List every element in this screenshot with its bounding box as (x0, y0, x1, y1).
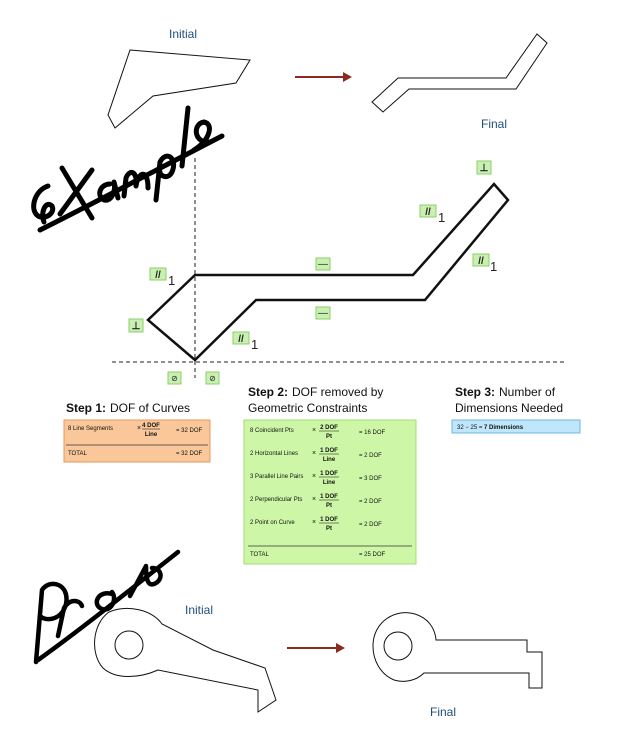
handwritten-prob-logo (36, 552, 178, 662)
point-on-curve-badge-2 (206, 372, 219, 384)
step2-heading-line2: Geometric Constraints (248, 401, 368, 415)
svg-text:1: 1 (438, 210, 446, 225)
step3-result-box (452, 420, 580, 433)
svg-text:8 Line Segments: 8 Line Segments (68, 426, 114, 432)
svg-text:TOTAL: TOTAL (68, 451, 87, 457)
svg-text:4 DOF: 4 DOF (142, 423, 160, 429)
step2-row-result: = 2 DOF (359, 522, 382, 528)
bottom-initial-shape (95, 608, 276, 712)
svg-text:1: 1 (490, 259, 498, 274)
step2-row-denominator: Pt (326, 526, 332, 532)
top-final-label: Final (480, 117, 508, 131)
svg-text:⊥: ⊥ (131, 321, 141, 332)
svg-text:⊘: ⊘ (171, 374, 178, 383)
step3-heading: Step 3: Number of (455, 385, 556, 399)
step2-row-times: × (312, 496, 317, 503)
svg-text:= 32 DOF: = 32 DOF (176, 451, 203, 457)
svg-text:1: 1 (251, 337, 259, 352)
top-final-shape (372, 34, 547, 112)
perpendicular-badge-top-right (477, 161, 491, 174)
parallel-badge-lower (233, 332, 258, 352)
step2-row-result: = 16 DOF (359, 430, 386, 436)
parallel-badge-left (150, 268, 175, 288)
step2-row-result: = 3 DOF (359, 476, 382, 482)
step2-heading: Step 2: DOF removed by (248, 385, 384, 399)
svg-text://: // (155, 270, 161, 281)
step2-row-label: 2 Perpendicular Pts (250, 497, 303, 503)
svg-text:1: 1 (168, 273, 176, 288)
parallel-badge-right (473, 254, 497, 274)
parallel-badge-top-right (420, 205, 445, 225)
horizontal-badge-top (316, 258, 330, 270)
step2-row-numerator: 1 DOF (320, 471, 338, 477)
svg-text:32 − 25 = 7 Dimensions: 32 − 25 = 7 Dimensions (457, 425, 524, 431)
svg-text:⊘: ⊘ (209, 374, 216, 383)
top-arrow (295, 72, 352, 82)
step1-table (64, 420, 210, 462)
step2-row-times: × (312, 473, 317, 480)
constrained-profile (148, 184, 508, 360)
bottom-initial-label: Initial (184, 603, 214, 617)
step2-row-times: × (312, 519, 317, 526)
step2-row-label: 2 Horizontal Lines (250, 451, 299, 457)
step2-row-times: × (312, 450, 317, 457)
step2-row-denominator: Pt (326, 434, 332, 440)
step2-row-denominator: Line (322, 480, 336, 486)
step2-table (244, 420, 416, 564)
step2-row-numerator: 1 DOF (320, 494, 338, 500)
bottom-final-shape (373, 613, 542, 688)
step2-row-result: = 2 DOF (359, 453, 382, 459)
step2-row-result: = 2 DOF (359, 499, 382, 505)
svg-text:—: — (318, 259, 328, 270)
svg-text:= 32 DOF: = 32 DOF (176, 428, 203, 434)
svg-text:×: × (137, 425, 142, 432)
bottom-arrow (287, 643, 345, 653)
step3-heading-line2: Dimensions Needed (455, 401, 564, 415)
step2-row-numerator: 1 DOF (320, 517, 338, 523)
svg-text:—: — (318, 308, 328, 319)
svg-text://: // (478, 256, 484, 267)
step2-row-denominator: Pt (326, 503, 332, 509)
top-initial-shape (108, 50, 250, 128)
step2-row-times: × (312, 427, 317, 434)
horizontal-badge-bottom (316, 307, 330, 319)
point-on-curve-badge-1 (168, 372, 181, 384)
step2-total-result: = 25 DOF (359, 552, 386, 558)
step2-row-label: 8 Coincident Pts (250, 428, 294, 434)
perpendicular-badge-left (129, 319, 143, 332)
step1-heading: Step 1: DOF of Curves (66, 401, 191, 415)
bottom-final-label: Final (429, 705, 457, 719)
step2-total-label: TOTAL (250, 552, 269, 558)
step2-row-denominator: Line (322, 457, 336, 463)
svg-text://: // (425, 207, 431, 218)
step2-row-label: 3 Parallel Line Pairs (250, 474, 304, 480)
svg-text://: // (238, 334, 244, 345)
handwritten-example-logo (34, 108, 222, 230)
step2-row-numerator: 2 DOF (320, 425, 338, 431)
step2-row-label: 2 Point on Curve (250, 520, 295, 526)
step2-row-numerator: 1 DOF (320, 448, 338, 454)
svg-text:⊥: ⊥ (479, 163, 489, 174)
top-initial-label: Initial (168, 27, 198, 41)
svg-text:Line: Line (144, 432, 158, 438)
